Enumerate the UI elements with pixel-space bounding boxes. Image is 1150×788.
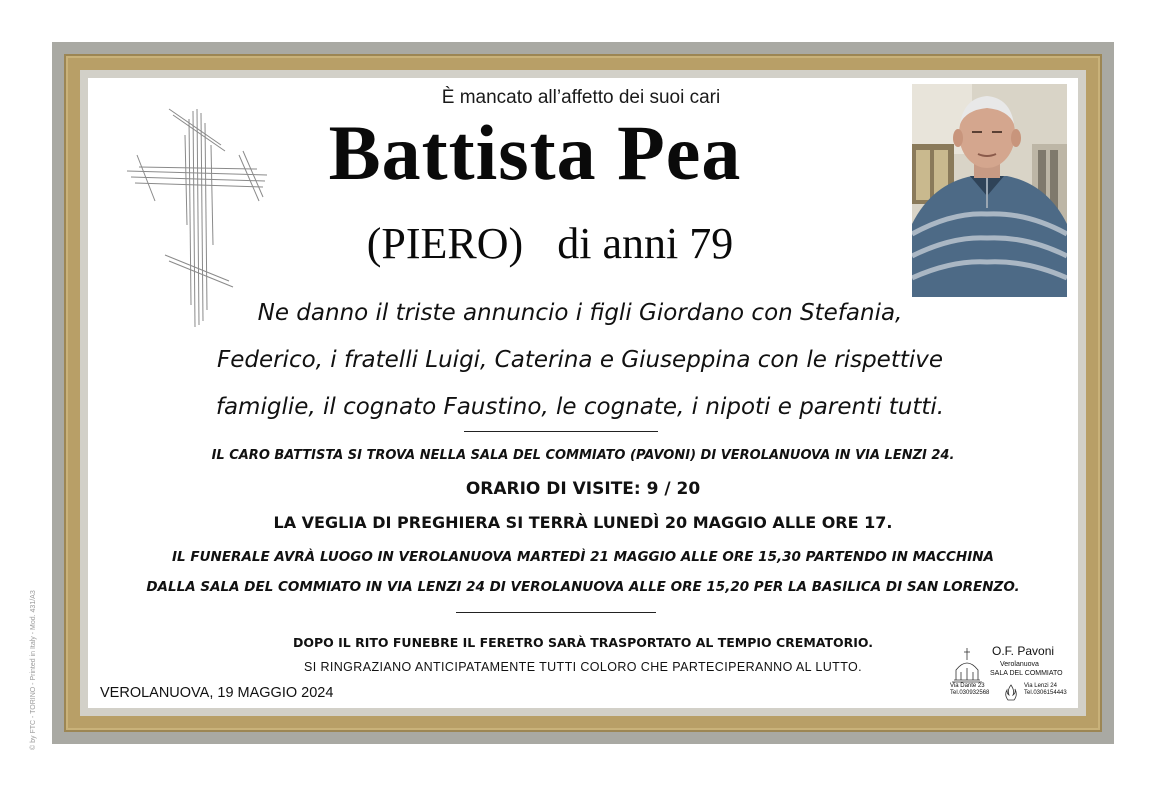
agency-logo-icon <box>950 644 984 684</box>
agency-address-2 <box>1024 683 1067 697</box>
agency-address-2-phone: Tel.0306154443 <box>1024 690 1067 696</box>
dateline: VEROLANUOVA, 19 MAGGIO 2024 <box>100 685 334 701</box>
visiting-hours: ORARIO DI VISITE: 9 / 20 <box>465 479 701 499</box>
divider <box>464 431 658 432</box>
announcement-line: Federico, i fratelli Luigi, Caterina e Giuseppina con le rispettive <box>216 347 944 373</box>
funeral-info-line1: IL FUNERALE AVRÀ LUOGO IN VEROLANUOVA MARTEDÌ 21 MAGGIO ALLE ORE 15,30 PARTENDO IN MACCHINA <box>172 549 994 565</box>
flame-icon <box>1004 684 1018 702</box>
funeral-info-line2: DALLA SALA DEL COMMIATO IN VIA LENZI 24 DI VEROLANUOVA ALLE ORE 15,20 PER LA BASILICA DI SAN LORENZO. <box>146 579 1020 595</box>
printer-imprint: © by FTC - TORINO - Printed in Italy - Mod. 431/A3 <box>30 590 37 750</box>
deceased-subtitle <box>340 218 760 269</box>
cremation-info: DOPO IL RITO FUNEBRE IL FERETRO SARÀ TRASPORTATO AL TEMPIO CREMATORIO. <box>292 635 874 650</box>
agency-address-1 <box>950 683 989 697</box>
agency-address-1-street: Via Dante 23 <box>950 683 985 689</box>
agency-town: Verolanuova <box>1000 661 1039 668</box>
announcement-line: Ne danno il triste annuncio i figli Giordano con Stefania, <box>257 300 903 326</box>
thanks-line: SI RINGRAZIANO ANTICIPATAMENTE TUTTI COLORO CHE PARTECIPERANNO AL LUTTO. <box>303 660 863 674</box>
agency-hall: SALA DEL COMMIATO <box>990 670 1063 677</box>
intro-line: È mancato all’affetto dei suoi cari <box>441 87 721 108</box>
announcement-text <box>150 290 1010 431</box>
agency-name: O.F. Pavoni <box>992 644 1055 658</box>
agency-address-2-street: Via Lenzi 24 <box>1024 683 1057 689</box>
portrait-photo <box>912 84 1067 297</box>
location-info: IL CARO BATTISTA SI TROVA NELLA SALA DEL COMMIATO (PAVONI) DI VEROLANUOVA IN VIA LENZI 24. <box>211 448 955 463</box>
deceased-name: Battista Pea <box>328 109 742 196</box>
announcement-line: famiglie, il cognato Faustino, le cognate, i nipoti e parenti tutti. <box>215 394 945 420</box>
deceased-age: di anni 79 <box>557 219 734 268</box>
divider <box>456 612 656 613</box>
vigil-info: LA VEGLIA DI PREGHIERA SI TERRÀ LUNEDÌ 20 MAGGIO ALLE ORE 17. <box>273 513 893 532</box>
deceased-nickname: (PIERO) <box>366 219 524 268</box>
agency-address-1-phone: Tel.030932568 <box>950 690 990 696</box>
funeral-agency <box>948 644 1073 706</box>
